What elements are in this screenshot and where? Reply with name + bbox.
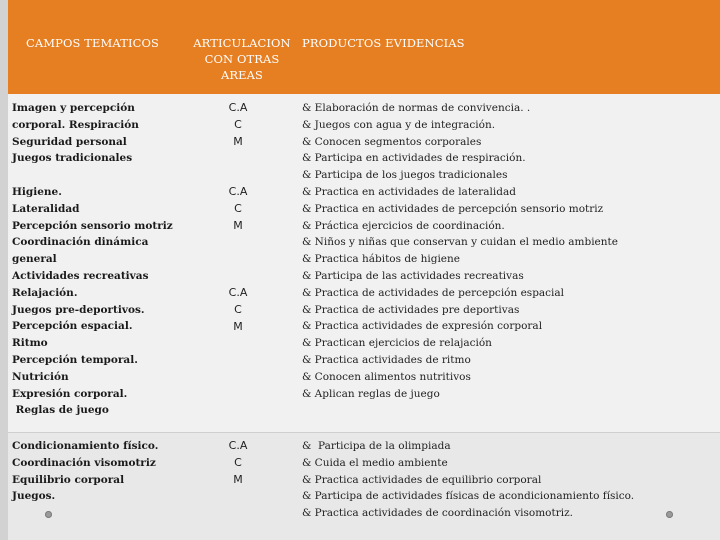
articulation-item: M <box>233 134 243 148</box>
product-item: & Aplican reglas de juego <box>302 387 440 400</box>
articulation-item: C.A <box>228 439 248 452</box>
topic-item: Relajación. <box>12 286 78 299</box>
header-articulacion-line3: AREAS <box>220 68 264 82</box>
header-articulacion <box>182 35 302 83</box>
topic-item: Seguridad personal <box>12 135 127 148</box>
product-item: & Conocen segmentos corporales <box>302 135 482 148</box>
topic-item: Percepción espacial. <box>12 320 133 333</box>
articulation-block-3 <box>200 285 276 335</box>
products-block-2 <box>302 438 634 522</box>
topic-item: Imagen y percepción <box>12 102 135 114</box>
product-item: & Participa en actividades de respiración. <box>302 152 526 165</box>
product-item: & Conocen alimentos nutritivos <box>302 370 471 383</box>
topic-item: Ritmo <box>12 337 48 350</box>
topic-item: Reglas de juego <box>12 404 109 417</box>
topic-item: Juegos. <box>12 490 56 503</box>
articulation-item: M <box>233 319 243 333</box>
bullet-dot-icon <box>666 511 673 518</box>
product-item: & Practica hábitos de higiene <box>302 253 460 266</box>
topic-item: Equilibrio corporal <box>12 473 125 486</box>
product-item: & Practica actividades de coordinación visomotriz. <box>302 507 573 520</box>
topic-item: Lateralidad <box>12 202 80 215</box>
topic-item: Coordinación visomotriz <box>12 456 156 469</box>
row-divider <box>8 432 720 433</box>
topic-item: Juegos tradicionales <box>12 152 133 165</box>
articulation-item: C <box>234 455 242 469</box>
header-campos-tematicos: CAMPOS TEMATICOS <box>26 36 160 50</box>
articulation-item: C <box>234 302 242 316</box>
product-item: & Participa de las actividades recreativas <box>302 269 524 282</box>
header-articulacion-line2: CON OTRAS <box>204 52 280 66</box>
topic-item: Juegos pre-deportivos. <box>12 303 145 316</box>
product-item: & Practica actividades de equilibrio corporal <box>302 473 542 486</box>
articulation-block-1 <box>200 100 276 150</box>
product-item: & Niños y niñas que conservan y cuidan el medio ambiente <box>302 236 618 249</box>
topic-item: Coordinación dinámica <box>12 236 149 249</box>
product-item: & Elaboración de normas de convivencia. . <box>302 102 531 114</box>
articulation-item: C.A <box>228 185 248 198</box>
header-articulacion-line1: ARTICULACION <box>193 36 291 50</box>
table-header <box>8 0 720 94</box>
topics-block-2 <box>12 184 173 419</box>
articulation-block-4 <box>200 438 276 488</box>
articulation-block-2 <box>200 184 276 234</box>
articulation-item: C.A <box>228 101 248 114</box>
product-item: & Practica actividades de expresión corporal <box>302 320 543 333</box>
topics-block-3 <box>12 438 158 505</box>
products-block-1 <box>302 100 618 402</box>
topic-item: Actividades recreativas <box>12 269 149 282</box>
product-item: & Practica en actividades de lateralidad <box>302 185 516 198</box>
topic-item: corporal. Respiración <box>12 118 139 131</box>
product-item: & Juegos con agua y de integración. <box>302 118 496 131</box>
topic-item: Percepción temporal. <box>12 353 138 366</box>
topic-item: Expresión corporal. <box>12 387 128 400</box>
left-accent-bar <box>0 0 8 540</box>
product-item: & Participa de actividades físicas de acondicionamiento físico. <box>302 490 635 503</box>
topic-item: Higiene. <box>12 186 62 198</box>
header-productos-evidencias: PRODUCTOS EVIDENCIAS <box>302 36 465 50</box>
topic-item: Percepción sensorio motriz <box>12 219 173 232</box>
topic-item: Condicionamiento físico. <box>12 440 159 452</box>
topics-block-1 <box>12 100 139 167</box>
product-item: & Participa de la olimpiada <box>302 440 451 452</box>
articulation-item: C <box>234 201 242 215</box>
product-item: & Practica de actividades de percepción espacial <box>302 286 565 299</box>
articulation-item: C <box>234 117 242 131</box>
bullet-dot-icon <box>45 511 52 518</box>
articulation-item: C.A <box>228 286 248 299</box>
product-item: & Cuida el medio ambiente <box>302 456 448 469</box>
product-item: & Practica de actividades pre deportivas <box>302 303 520 316</box>
topic-item: Nutrición <box>12 370 69 383</box>
product-item: & Practican ejercicios de relajación <box>302 337 492 350</box>
product-item: & Practica actividades de ritmo <box>302 353 471 366</box>
product-item: & Practica en actividades de percepción sensorio motriz <box>302 202 604 215</box>
topic-item: general <box>12 253 57 266</box>
articulation-item: M <box>233 218 243 232</box>
product-item: & Práctica ejercicios de coordinación. <box>302 219 505 232</box>
articulation-item: M <box>233 472 243 486</box>
product-item: & Participa de los juegos tradicionales <box>302 169 508 182</box>
